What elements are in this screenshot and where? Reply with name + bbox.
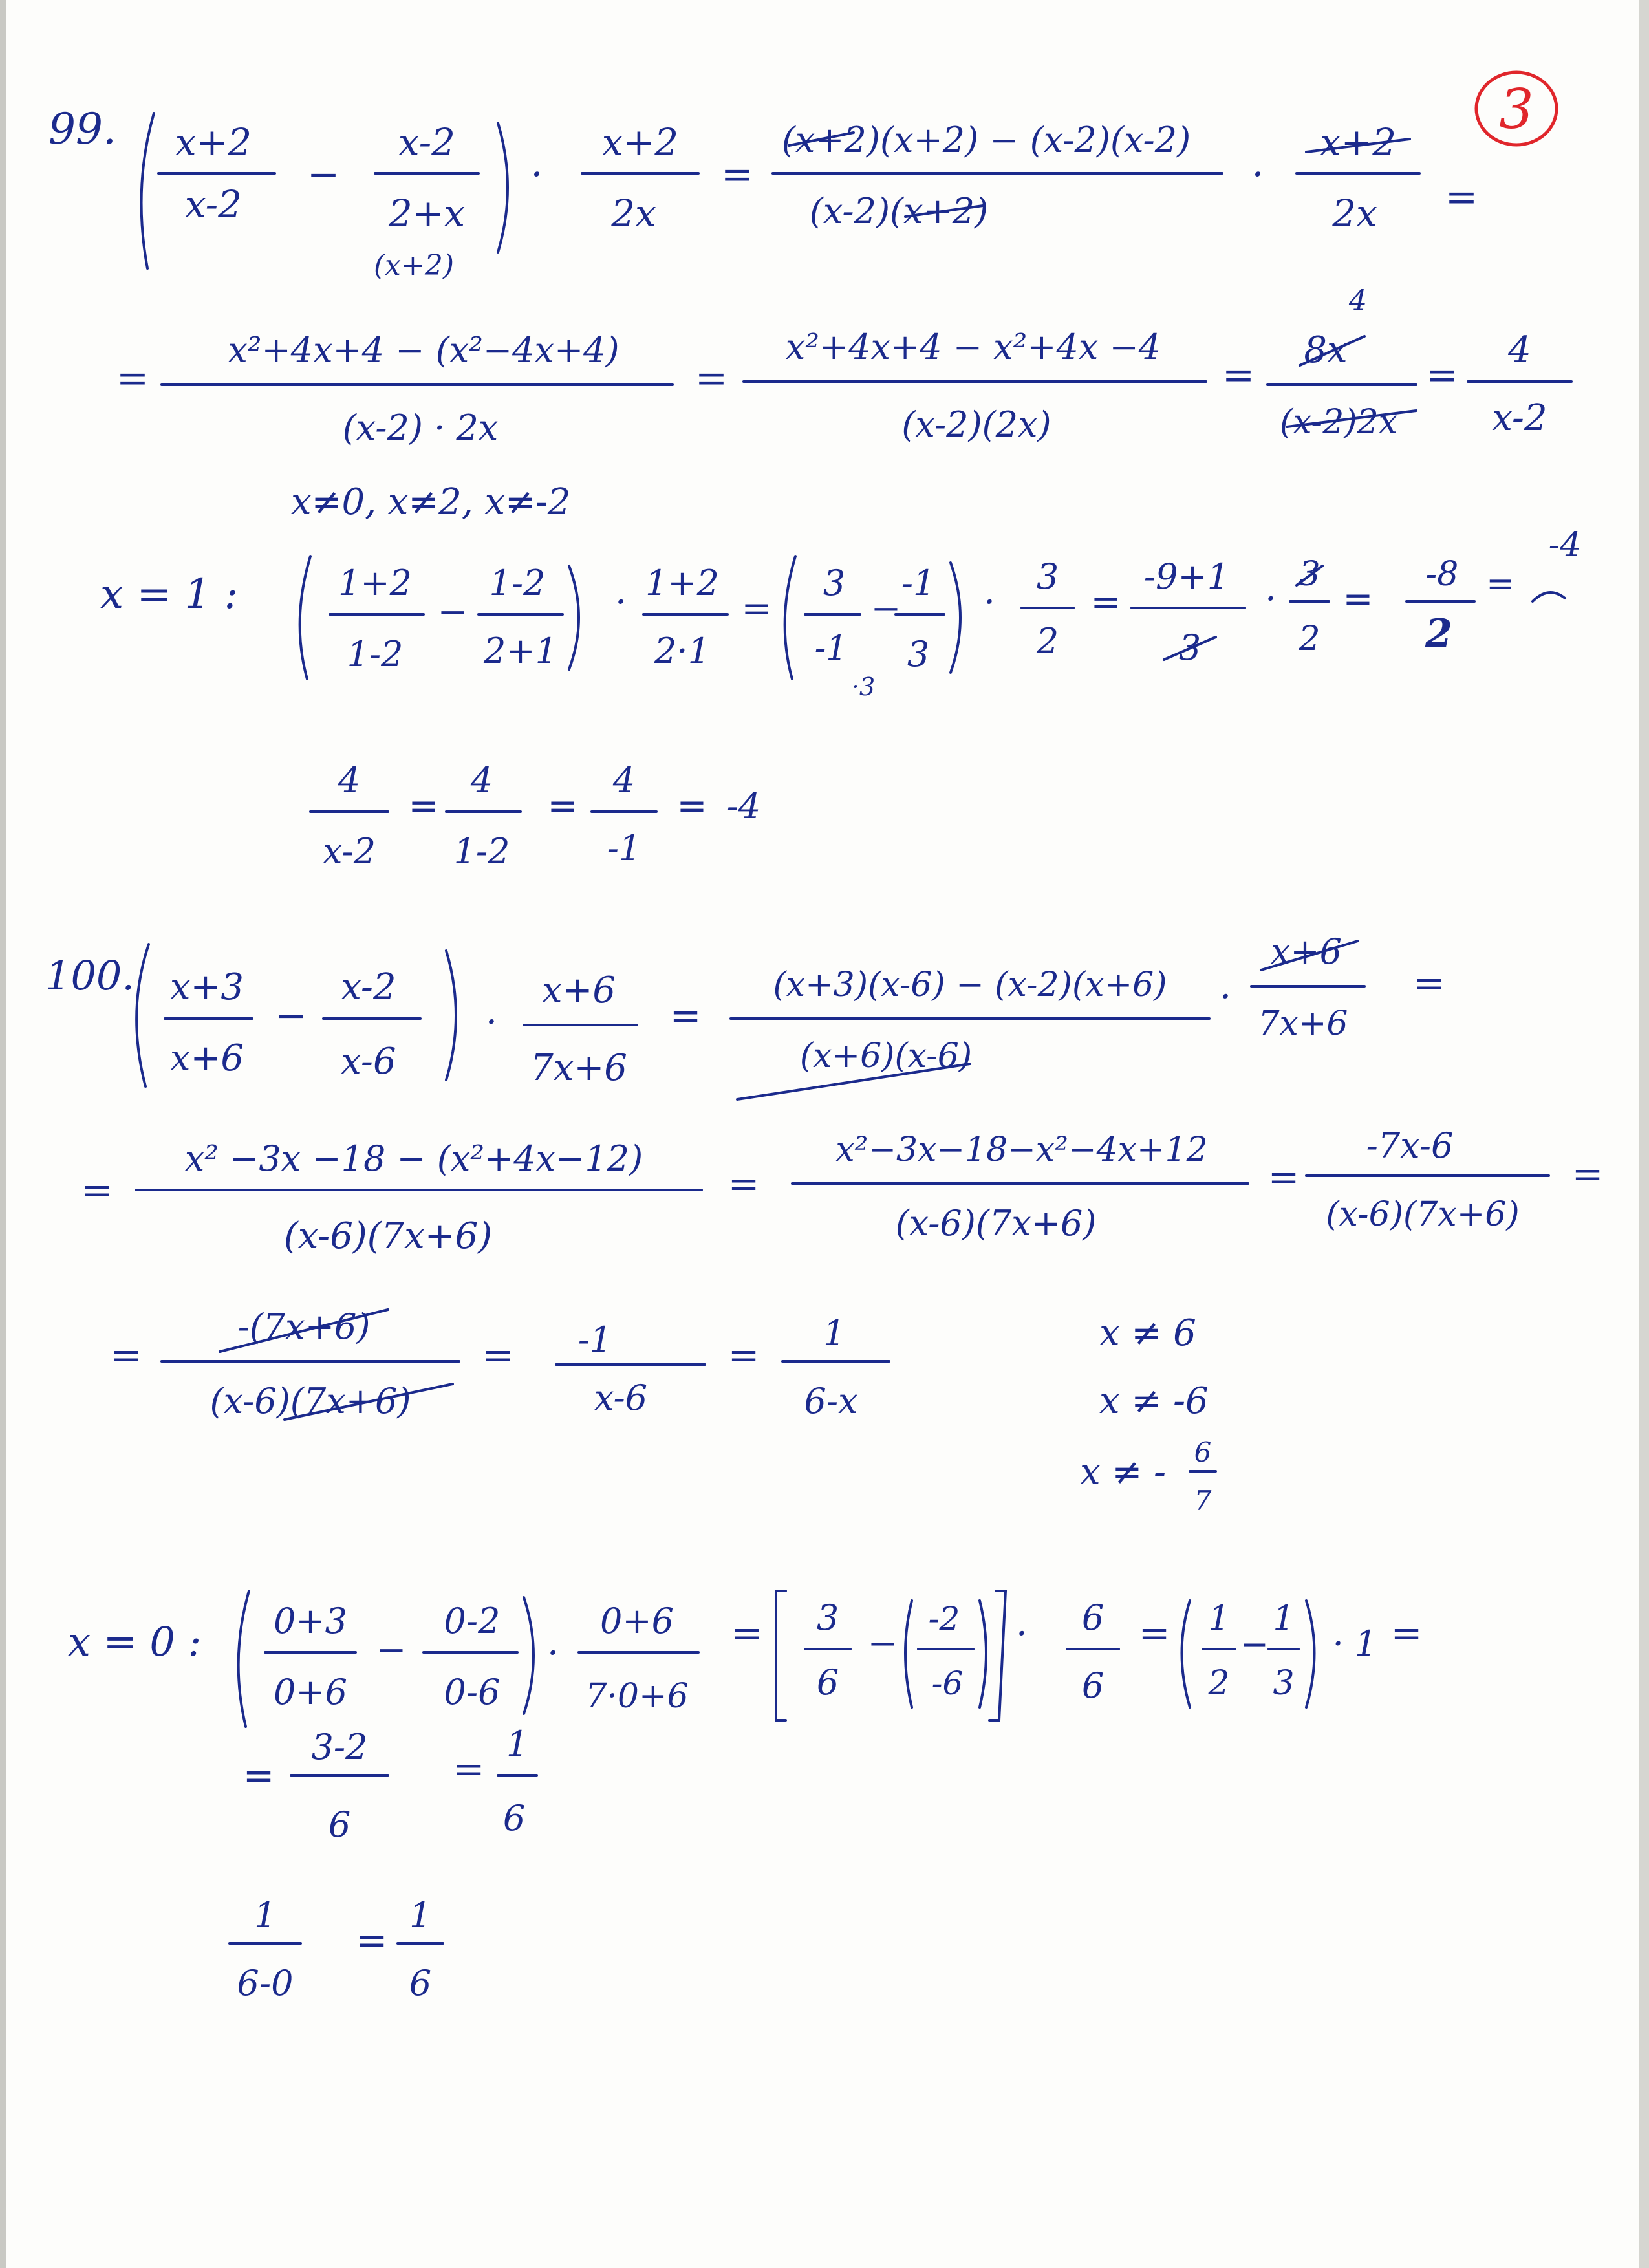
fraction-denominator: (x-2) · 2x xyxy=(342,407,499,448)
fraction-numerator: 1+2 xyxy=(645,563,719,603)
fraction-denominator: 6-x xyxy=(804,1381,858,1421)
condition-item: x ≠ -6 xyxy=(1099,1380,1209,1422)
operator: = xyxy=(116,356,149,401)
operator: = xyxy=(81,1168,113,1212)
fraction-denominator: 1-2 xyxy=(453,831,510,872)
fraction-numerator: x+2 xyxy=(601,120,679,164)
operator: · xyxy=(1265,578,1277,620)
fraction-numerator: -9+1 xyxy=(1143,556,1230,597)
fraction-numerator: 1 xyxy=(506,1723,529,1764)
fraction-numerator: -1 xyxy=(901,563,936,603)
fraction-denominator: (x-6)(7x+6) xyxy=(1326,1195,1520,1234)
condition-item: x ≠ 6 xyxy=(1099,1312,1196,1354)
fraction-denominator: 2 xyxy=(1299,620,1320,658)
operator: = xyxy=(727,1333,760,1377)
fraction-denominator: 7x+6 xyxy=(530,1047,627,1089)
operator: = xyxy=(741,588,772,630)
scan-edge-left xyxy=(0,0,6,2268)
superscript: 4 xyxy=(1349,285,1367,318)
fraction-numerator: 1 xyxy=(823,1313,846,1354)
fraction-denominator: 2 xyxy=(1425,611,1452,656)
operator: · xyxy=(1016,1613,1028,1655)
fraction-numerator: x-2 xyxy=(341,966,396,1008)
operator: = xyxy=(1390,1611,1423,1655)
fraction-numerator: 0+3 xyxy=(274,1601,347,1641)
fraction-denominator: 0-6 xyxy=(444,1672,501,1712)
fraction-numerator: -2 xyxy=(928,1600,960,1637)
fraction-denominator: 2 xyxy=(1208,1664,1230,1703)
fraction-denominator: 0+6 xyxy=(274,1672,347,1712)
fraction-denominator: 6-0 xyxy=(237,1963,294,2003)
operator: = xyxy=(1342,578,1374,620)
fraction-numerator: 4 xyxy=(612,760,636,801)
fraction-numerator: 3 xyxy=(823,563,846,603)
operator: − xyxy=(275,993,307,1037)
fraction-denominator: (x-6)(7x+6) xyxy=(283,1215,493,1257)
operator: · xyxy=(547,1632,559,1674)
fraction-denominator: x-6 xyxy=(594,1377,648,1418)
operator: = xyxy=(1222,352,1255,398)
fraction-denominator: 6 xyxy=(502,1798,526,1839)
operator: = xyxy=(408,785,439,827)
operator: = xyxy=(669,993,702,1037)
operator: − xyxy=(870,588,901,630)
operator: = xyxy=(1425,352,1459,398)
page-number: 3 xyxy=(1499,78,1534,141)
fraction-numerator: x+6 xyxy=(541,969,616,1011)
result: -4 xyxy=(726,786,761,826)
fraction-denominator: -1 xyxy=(607,828,641,869)
fraction-denominator: (x-2)(x+2) xyxy=(809,191,989,232)
fraction-numerator: 1 xyxy=(1273,1599,1295,1638)
fraction-denominator: 7 xyxy=(1194,1485,1212,1517)
fraction-denominator: 3 xyxy=(1273,1664,1295,1703)
operator: = xyxy=(547,785,578,827)
scan-edge-right xyxy=(1639,0,1649,2268)
operator: = xyxy=(695,356,728,401)
fraction-numerator: x-2 xyxy=(398,120,456,164)
fraction-denominator: 3 xyxy=(907,634,930,675)
condition-item: x ≠ - xyxy=(1080,1451,1167,1493)
fraction-denominator: 2·1 xyxy=(654,631,710,671)
fraction-numerator: x²+4x+4 − (x²−4x+4) xyxy=(228,330,620,371)
operator: · xyxy=(615,581,627,623)
fraction-numerator: 4 xyxy=(470,760,493,801)
operator: = xyxy=(1486,565,1514,603)
fraction-denominator: 2+1 xyxy=(484,631,557,671)
operator: · 1 xyxy=(1332,1623,1377,1664)
operator: − xyxy=(1240,1625,1269,1664)
fraction-denominator: x-6 xyxy=(341,1041,396,1083)
fraction-numerator: -8 xyxy=(1425,555,1459,594)
operator: − xyxy=(437,591,468,633)
operator: = xyxy=(1138,1611,1170,1655)
fraction-denominator: 1-2 xyxy=(347,634,404,675)
operator: = xyxy=(1571,1152,1604,1196)
fraction-numerator: 3 xyxy=(1036,556,1059,597)
fraction-numerator: 0+6 xyxy=(600,1601,674,1641)
fraction-numerator: x² −3x −18 − (x²+4x−12) xyxy=(184,1138,643,1179)
fraction-numerator: -7x-6 xyxy=(1366,1125,1454,1166)
fraction-denominator: 2x xyxy=(611,191,656,235)
fraction-numerator: 8x xyxy=(1304,329,1348,371)
operator: = xyxy=(453,1747,485,1791)
fraction-denominator: -1 xyxy=(814,629,848,668)
operator: = xyxy=(727,1161,760,1205)
substitution-label: x = 0 : xyxy=(68,1618,202,1665)
fraction-numerator: -1 xyxy=(577,1319,612,1360)
operator: − xyxy=(867,1623,898,1665)
operator: · xyxy=(485,1000,498,1044)
operator: = xyxy=(242,1753,275,1797)
fraction-numerator: x+2 xyxy=(175,120,252,164)
fraction-numerator: 6 xyxy=(1081,1597,1105,1638)
fraction-numerator: 1 xyxy=(1208,1599,1230,1638)
fraction-numerator: 1+2 xyxy=(338,563,412,603)
operator: = xyxy=(356,1918,388,1962)
fraction-numerator: (x+2)(x+2) − (x-2)(x-2) xyxy=(781,120,1191,160)
fraction-numerator: 3 xyxy=(816,1597,839,1638)
operator: = xyxy=(676,785,707,827)
fraction-numerator: 3-2 xyxy=(311,1727,368,1767)
fraction-denominator: x-2 xyxy=(1492,397,1547,439)
operator: · xyxy=(530,152,543,197)
fraction-numerator: 1 xyxy=(409,1895,432,1936)
substitution-label: x = 1 : xyxy=(100,570,239,618)
fraction-denominator: 6 xyxy=(816,1662,839,1703)
fraction-numerator: x+2 xyxy=(1319,120,1397,164)
domain-condition: x≠0, x≠2, x≠-2 xyxy=(291,481,571,523)
operator: · xyxy=(1220,976,1231,1018)
fraction-denominator: 3 xyxy=(1178,627,1202,668)
operator: = xyxy=(110,1333,142,1377)
annotation: ·3 xyxy=(851,673,876,701)
problem-number: 99. xyxy=(48,104,116,154)
result: -4 xyxy=(1548,526,1582,565)
fraction-denominator: 6 xyxy=(328,1804,351,1845)
fraction-denominator: 2x xyxy=(1332,191,1377,235)
operator: = xyxy=(731,1611,763,1655)
fraction-numerator: 0-2 xyxy=(444,1601,501,1641)
fraction-numerator: x²+4x+4 − x²+4x −4 xyxy=(785,327,1161,367)
fraction-numerator: 1-2 xyxy=(489,563,546,603)
fraction-denominator: (x-2)(2x) xyxy=(901,404,1051,445)
fraction-denominator: 7x+6 xyxy=(1258,1004,1348,1043)
fraction-numerator: (x+3)(x-6) − (x-2)(x+6) xyxy=(773,966,1167,1004)
fraction-denominator: 7·0+6 xyxy=(585,1677,689,1716)
fraction-denominator: 6 xyxy=(1081,1665,1105,1706)
p100-conditions xyxy=(1080,1312,1216,1517)
fraction-denominator: (x-6)(7x+6) xyxy=(895,1203,1097,1244)
annotation: (x+2) xyxy=(373,249,455,282)
fraction-denominator: -6 xyxy=(931,1665,964,1702)
fraction-numerator: x+3 xyxy=(169,966,244,1008)
fraction-denominator: (x-6)(7x+6) xyxy=(210,1381,411,1421)
operator: = xyxy=(1445,175,1478,220)
fraction-numerator: -(7x+6) xyxy=(237,1306,371,1347)
fraction-denominator: x-2 xyxy=(322,831,376,872)
fraction-denominator: x+6 xyxy=(169,1037,244,1079)
fraction-denominator: (x+6)(x-6) xyxy=(799,1037,973,1075)
fraction-numerator: 3 xyxy=(1299,555,1320,594)
operator: = xyxy=(482,1333,514,1377)
fraction-numerator: 4 xyxy=(1508,329,1531,371)
fraction-numerator: 1 xyxy=(253,1895,277,1936)
fraction-numerator: 4 xyxy=(338,760,361,801)
fraction-denominator: (x-2)2x xyxy=(1279,403,1398,442)
operator: = xyxy=(1413,961,1445,1005)
operator: = xyxy=(1267,1155,1300,1199)
problem-number: 100. xyxy=(45,952,135,999)
operator: · xyxy=(1251,152,1264,197)
fraction-numerator: 6 xyxy=(1194,1436,1212,1468)
operator: = xyxy=(720,152,754,197)
operator: − xyxy=(307,152,340,197)
fraction-denominator: 2+x xyxy=(388,191,466,235)
fraction-numerator: x+6 xyxy=(1270,931,1342,972)
fraction-denominator: 2 xyxy=(1036,621,1059,662)
fraction-denominator: 6 xyxy=(409,1963,432,2003)
operator: = xyxy=(1090,581,1121,623)
fraction-denominator: x-2 xyxy=(184,182,242,226)
fraction-numerator: x²−3x−18−x²−4x+12 xyxy=(835,1130,1208,1169)
operator: − xyxy=(376,1629,407,1671)
operator: · xyxy=(984,581,995,623)
